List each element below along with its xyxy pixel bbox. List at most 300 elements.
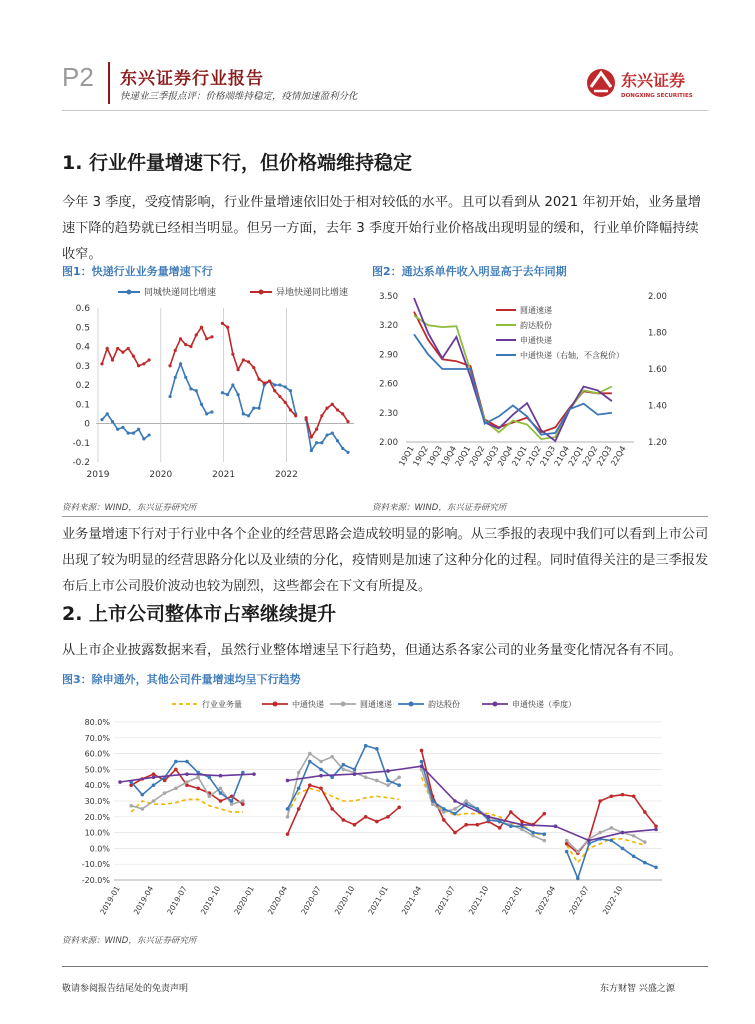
section1-para1: 今年 3 季度，受疫情影响，行业件量增速依旧处于相对较低的水平。且可以看到从 2021 年初开始，业务量增速下降的趋势就已经相当明显。但另一方面，去年 3 季度开始行业价格战出现明显的缓和，行业单价降幅持续收窄。 <box>62 195 701 262</box>
fig3-xtick: 2021-04 <box>399 884 424 917</box>
fig2-xtick: 20Q3 <box>481 444 501 468</box>
fig1-chart <box>62 280 362 485</box>
fig3-series-line <box>288 785 400 834</box>
fig1-point <box>273 389 276 392</box>
fig3-point <box>587 839 591 843</box>
fig3-series-line <box>422 750 545 832</box>
fig3-point <box>185 783 189 787</box>
fig1-point <box>148 358 151 361</box>
fig3-point <box>610 794 614 798</box>
fig3-point <box>476 823 480 827</box>
fig1-legend-marker <box>259 290 264 295</box>
fig2-legend-label: 圆通速递 <box>520 306 552 315</box>
fig3-point <box>621 831 625 835</box>
fig3-point <box>453 799 457 803</box>
fig3-point <box>397 806 401 810</box>
fig3-point <box>319 787 323 791</box>
fig3-point <box>230 802 234 806</box>
fig3-point <box>621 793 625 797</box>
fig2-xtick: 19Q2 <box>411 444 430 468</box>
fig3-point <box>286 832 290 836</box>
section2-para1: 从上市企业披露数据来看，虽然行业整体增速呈下行趋势，但通达系各家公司的业务量变化情况各有不同。 <box>62 643 682 658</box>
fig1-point <box>341 412 344 415</box>
fig3-point <box>297 787 301 791</box>
fig3-point <box>353 768 357 772</box>
fig3-point <box>520 828 524 832</box>
fig1-point <box>310 435 313 438</box>
fig1-point <box>336 408 339 411</box>
fig3-point <box>610 839 614 843</box>
fig1-point <box>189 387 192 390</box>
fig3-ytick: 60.0% <box>84 749 110 759</box>
fig2-xtick: 19Q1 <box>397 444 416 468</box>
fig2-xtick: 19Q3 <box>425 444 444 468</box>
fig3-point <box>342 763 346 767</box>
fig1-point <box>341 447 344 450</box>
section1-para2: 业务量增速下行对于行业中各个企业的经营思路会造成较明显的影响。从三季报的表现中我们可以看到上市公司出现了较为明显的经营思路分化以及业绩的分化，疫情则是加速了这种分化的过程。同时值得关注的是三季报发布后上市公司股价波动也较为剧烈，这些都会在下文有所提及。 <box>62 527 709 594</box>
fig2-xtick: 20Q4 <box>496 444 515 468</box>
fig3-ytick: 40.0% <box>84 781 110 791</box>
fig3-ytick: -10.0% <box>81 860 110 870</box>
fig1-point <box>210 335 213 338</box>
fig2-ytick-left: 3.20 <box>379 321 398 332</box>
fig1-point <box>142 437 145 440</box>
logo-text: 东兴证券 <box>621 71 686 90</box>
fig1-point <box>174 349 177 352</box>
fig3-xtick: 2019-07 <box>165 884 189 917</box>
fig1-point <box>106 347 109 350</box>
fig2-xtick: 21Q2 <box>524 444 543 468</box>
fig1-point <box>121 426 124 429</box>
fig3-point <box>453 831 457 835</box>
fig3-point <box>610 826 614 830</box>
fig3-legend-marker <box>341 702 346 707</box>
fig1-xtick: 2019 <box>86 470 110 480</box>
fig3-xtick: 2021-07 <box>433 884 457 917</box>
fig2-xtick: 22Q3 <box>595 444 614 468</box>
fig3-xtick: 2022-01 <box>500 884 524 917</box>
fig2-xtick: 20Q2 <box>467 444 487 468</box>
fig3-point <box>621 847 625 851</box>
fig1-point <box>226 393 229 396</box>
fig1-point <box>284 401 287 404</box>
fig3-point <box>397 776 401 780</box>
fig3-point <box>520 823 524 827</box>
fig1-point <box>325 433 328 436</box>
fig3-point <box>174 787 178 791</box>
fig1-point <box>148 433 151 436</box>
fig3-point <box>643 810 647 814</box>
fig3-point <box>420 764 424 768</box>
fig1-point <box>127 432 130 435</box>
fig1-point <box>100 418 103 421</box>
fig1-point <box>242 412 245 415</box>
fig1-point <box>116 428 119 431</box>
fig3-point <box>386 779 390 783</box>
fig3-point <box>342 818 346 822</box>
fig1-point <box>111 420 114 423</box>
fig3-point <box>487 815 491 819</box>
fig1-point <box>278 395 281 398</box>
fig3-xtick: 2019-04 <box>131 884 156 917</box>
fig1-title: 图1：快递行业业务量增速下行 <box>62 265 213 278</box>
fig3-point <box>286 779 290 783</box>
fig1-legend-label: 同城快递同比增速 <box>144 288 217 298</box>
dongxing-logo <box>585 63 705 103</box>
fig3-point <box>598 831 602 835</box>
fig3-point <box>208 776 212 780</box>
fig1-point <box>278 383 281 386</box>
fig3-point <box>286 815 290 819</box>
fig3-point <box>565 850 569 854</box>
fig3-point <box>174 768 178 772</box>
fig2-xtick: 21Q3 <box>538 444 558 468</box>
fig3-point <box>129 804 133 808</box>
fig1-point <box>137 364 140 367</box>
fig3-point <box>442 818 446 822</box>
fig1-point <box>195 333 198 336</box>
fig1-point <box>231 383 234 386</box>
fig-divider <box>62 516 708 517</box>
fig3-point <box>632 855 636 859</box>
fig1-point <box>310 449 313 452</box>
fig2-legend-label: 申通快递 <box>520 336 552 345</box>
fig3-point <box>576 850 580 854</box>
fig3-point <box>342 768 346 772</box>
fig3-point <box>319 774 323 778</box>
fig3-point <box>308 752 312 756</box>
fig3-legend-marker <box>493 702 498 707</box>
fig1-xtick: 2020 <box>149 470 173 480</box>
fig1-ytick: 0.6 <box>75 304 90 314</box>
fig3-point <box>141 793 145 797</box>
fig1-point <box>127 347 130 350</box>
fig1-point <box>132 432 135 435</box>
fig1-point <box>236 393 239 396</box>
fig3-point <box>654 824 658 828</box>
fig1-point <box>195 389 198 392</box>
fig3-point <box>219 774 223 778</box>
fig1-point <box>247 360 250 363</box>
fig3-point <box>397 783 401 787</box>
section1-title: 1. 行业件量增速下行，但价格端维持稳定 <box>62 152 413 174</box>
fig1-point <box>221 322 224 325</box>
fig1-point <box>268 380 271 383</box>
fig3-xtick: 2019-01 <box>98 884 122 917</box>
footer-disclaimer: 敬请参阅报告结尾处的免责声明 <box>62 984 189 994</box>
fig1-point <box>331 403 334 406</box>
fig3-point <box>509 824 513 828</box>
fig1-point <box>116 347 119 350</box>
fig3-xtick: 2020-07 <box>299 884 323 917</box>
fig3-point <box>353 823 357 827</box>
fig3-point <box>219 787 223 791</box>
fig1-ytick: 0.5 <box>75 323 90 334</box>
fig3-point <box>386 815 390 819</box>
fig1-point <box>247 414 250 417</box>
fig3-point <box>464 823 468 827</box>
fig3-source: 资料来源：WIND，东兴证券研究所 <box>62 936 197 946</box>
fig3-point <box>654 866 658 870</box>
fig3-point <box>152 772 156 776</box>
fig2-series-line <box>414 316 612 440</box>
fig1-point <box>121 351 124 354</box>
header-divider <box>108 62 110 104</box>
fig3-point <box>464 799 468 803</box>
fig1-point <box>200 403 203 406</box>
fig3-ytick: 0.0% <box>89 844 110 854</box>
fig3-point <box>330 755 334 759</box>
fig1-point <box>252 407 255 410</box>
fig3-point <box>543 839 547 843</box>
fig2-ytick-left: 3.50 <box>379 292 398 302</box>
fig1-point <box>294 414 297 417</box>
fig3-point <box>643 861 647 865</box>
fig1-point <box>231 353 234 356</box>
fig1-series-line <box>102 414 149 439</box>
fig3-series-line <box>567 839 656 879</box>
fig1-point <box>263 381 266 384</box>
fig2-title: 图2：通达系单件收入明显高于去年同期 <box>372 265 567 278</box>
report-brand: 东兴证券行业报告 <box>120 69 264 89</box>
fig1-ytick: 0.2 <box>75 381 90 391</box>
fig3-title: 图3：除申通外，其他公司件量增速均呈下行趋势 <box>62 673 301 686</box>
fig3-point <box>185 780 189 784</box>
fig2-xtick: 21Q1 <box>510 444 529 468</box>
fig3-point <box>230 799 234 803</box>
fig3-point <box>386 769 390 773</box>
fig3-point <box>185 772 189 776</box>
fig1-point <box>315 441 318 444</box>
fig3-point <box>386 783 390 787</box>
fig1-point <box>315 428 318 431</box>
fig3-xtick: 2020-01 <box>232 884 256 917</box>
fig1-ytick: 0.1 <box>75 400 90 411</box>
fig3-point <box>330 776 334 780</box>
fig2-chart <box>366 282 706 482</box>
header-rule <box>62 110 708 111</box>
fig3-point <box>308 760 312 764</box>
fig3-point <box>208 794 212 798</box>
fig3-xtick: 2022-07 <box>567 884 591 917</box>
fig3-point <box>565 839 569 843</box>
fig3-point <box>241 802 245 806</box>
fig1-point <box>100 362 103 365</box>
fig1-ytick: 0.4 <box>75 342 90 353</box>
fig3-point <box>632 834 636 838</box>
fig1-legend-marker <box>127 290 132 295</box>
fig3-legend-marker <box>409 702 414 707</box>
fig1-legend-label: 异地快递同比增速 <box>276 288 349 298</box>
fig1-ytick: 0.3 <box>75 361 90 372</box>
fig3-point <box>163 779 167 783</box>
fig3-point <box>152 776 156 780</box>
fig3-legend-marker <box>273 702 278 707</box>
fig1-point <box>179 337 182 340</box>
fig3-point <box>196 787 200 791</box>
fig2-xtick: 22Q1 <box>566 444 586 468</box>
fig3-point <box>431 802 435 806</box>
fig3-point <box>520 820 524 824</box>
fig3-series-line <box>556 826 657 840</box>
fig1-series-line <box>102 348 149 365</box>
fig1-point <box>336 439 339 442</box>
fig1-point <box>137 428 140 431</box>
fig2-ytick-left: 2.60 <box>379 379 398 390</box>
footer-slogan: 东方财智 兴盛之源 <box>600 984 675 994</box>
fig3-point <box>420 760 424 764</box>
fig1-point <box>242 358 245 361</box>
fig3-point <box>453 807 457 811</box>
fig3-point <box>654 828 658 832</box>
fig1-point <box>132 355 135 358</box>
fig1-ytick: -0.2 <box>72 458 90 468</box>
fig3-point <box>531 834 535 838</box>
fig3-xtick: 2019-10 <box>198 884 223 917</box>
fig2-legend-label: 韵达股份 <box>520 321 552 330</box>
fig3-point <box>353 772 357 776</box>
fig3-point <box>319 768 323 772</box>
fig1-point <box>174 376 177 379</box>
fig1-point <box>346 420 349 423</box>
fig1-point <box>168 395 171 398</box>
fig1-point <box>257 407 260 410</box>
fig3-point <box>297 771 301 775</box>
logo-en: DONGXING SECURITIES <box>621 93 693 99</box>
fig1-point <box>200 326 203 329</box>
fig3-point <box>420 749 424 753</box>
fig3-point <box>587 842 591 846</box>
fig1-point <box>142 362 145 365</box>
fig3-legend-label: 圆通速递 <box>360 700 392 709</box>
fig3-ytick: 10.0% <box>84 828 110 838</box>
fig2-ytick-left: 2.90 <box>379 350 398 361</box>
fig3-point <box>554 824 558 828</box>
fig1-point <box>331 432 334 435</box>
fig2-ytick-left: 2.00 <box>379 438 398 448</box>
fig1-point <box>184 376 187 379</box>
fig3-point <box>598 799 602 803</box>
fig3-legend-label: 韵达股份 <box>428 700 460 709</box>
fig3-xtick: 2020-04 <box>265 884 290 917</box>
fig3-point <box>308 783 312 787</box>
fig3-point <box>576 877 580 881</box>
fig3-legend-label: 中通快递 <box>292 700 324 709</box>
fig3-point <box>487 818 491 822</box>
fig3-series-line <box>422 769 545 840</box>
fig3-ytick: 50.0% <box>84 765 110 775</box>
fig1-point <box>184 343 187 346</box>
fig1-point <box>226 326 229 329</box>
fig1-point <box>320 441 323 444</box>
fig1-source: 资料来源：WIND，东兴证券研究所 <box>62 503 197 513</box>
logo-mark-icon <box>585 63 705 103</box>
fig3-point <box>364 776 368 780</box>
fig3-point <box>174 760 178 764</box>
fig3-point <box>632 794 636 798</box>
fig1-point <box>189 345 192 348</box>
fig2-ytick-right: 1.40 <box>648 401 667 412</box>
fig1-point <box>289 408 292 411</box>
fig2-xtick: 20Q1 <box>453 444 473 468</box>
fig2-ytick-right: 1.20 <box>648 438 667 448</box>
fig3-point <box>319 760 323 764</box>
fig3-point <box>152 783 156 787</box>
fig1-xtick: 2022 <box>274 470 298 480</box>
fig3-ytick: 20.0% <box>84 812 110 822</box>
fig3-ytick: -20.0% <box>81 876 110 885</box>
fig2-ytick-left: 2.30 <box>379 408 398 419</box>
fig3-point <box>364 815 368 819</box>
fig1-point <box>252 366 255 369</box>
fig3-point <box>431 799 435 803</box>
fig3-point <box>241 799 245 803</box>
fig1-point <box>111 358 114 361</box>
fig1-point <box>236 368 239 371</box>
fig3-point <box>152 799 156 803</box>
fig1-ytick: 0 <box>84 419 90 430</box>
report-subtitle: 快递业三季报点评：价格端维持稳定，疫情加速盈利分化 <box>120 91 358 102</box>
fig3-point <box>543 832 547 836</box>
fig1-point <box>305 416 308 419</box>
fig1-point <box>106 412 109 415</box>
fig3-point <box>219 791 223 795</box>
fig3-point <box>643 840 647 844</box>
fig3-legend-label: 行业业务量 <box>202 700 242 709</box>
fig2-ytick-right: 2.00 <box>648 292 667 302</box>
fig1-point <box>168 364 171 367</box>
fig3-point <box>543 812 547 816</box>
fig3-xtick: 2021-10 <box>466 884 491 917</box>
fig1-point <box>210 410 213 413</box>
fig1-point <box>273 383 276 386</box>
fig3-xtick: 2022-04 <box>533 884 558 917</box>
fig3-legend-label: 申通快递（季度） <box>512 700 576 709</box>
fig3-point <box>297 807 301 811</box>
fig3-point <box>163 791 167 795</box>
fig3-point <box>498 826 502 830</box>
fig2-ytick-right: 1.80 <box>648 328 667 339</box>
page-number: P2 <box>62 62 94 92</box>
fig1-ytick: -0.1 <box>72 438 90 449</box>
fig2-legend-label: 中通快递（右轴，不含税价） <box>520 351 624 360</box>
fig3-point <box>196 776 200 780</box>
fig3-point <box>531 831 535 835</box>
fig3-point <box>252 772 256 776</box>
fig1-point <box>289 389 292 392</box>
fig1-xtick: 2021 <box>212 470 236 480</box>
fig3-point <box>375 747 379 751</box>
fig3-xtick: 2022-10 <box>600 884 625 917</box>
fig3-point <box>219 799 223 803</box>
fig3-ytick: 70.0% <box>84 733 110 743</box>
fig2-source: 资料来源：WIND，东兴证券研究所 <box>372 503 507 513</box>
fig1-point <box>205 412 208 415</box>
fig3-xtick: 2021-01 <box>366 884 390 917</box>
section2-title: 2. 上市公司整体市占率继续提升 <box>62 603 337 625</box>
fig3-point <box>375 779 379 783</box>
fig1-point <box>320 414 323 417</box>
fig3-point <box>509 810 513 814</box>
fig1-point <box>257 378 260 381</box>
fig1-point <box>325 407 328 410</box>
fig3-point <box>442 807 446 811</box>
fig3-point <box>286 807 290 811</box>
fig2-ytick-right: 1.60 <box>648 365 667 375</box>
fig3-point <box>364 744 368 748</box>
fig1-point <box>205 337 208 340</box>
fig3-point <box>375 820 379 824</box>
